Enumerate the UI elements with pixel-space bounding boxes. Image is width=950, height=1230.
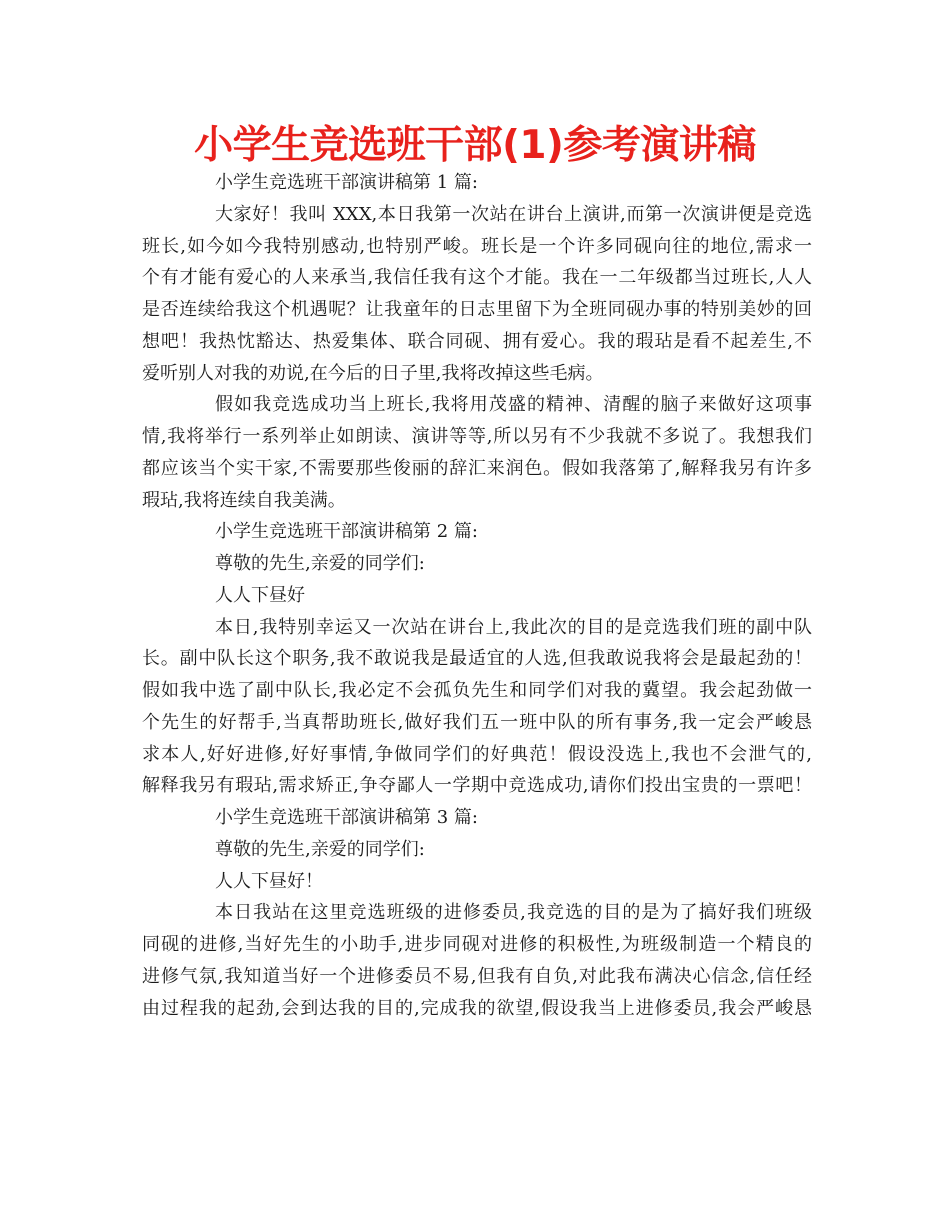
text-line: 由过程我的起劲,会到达我的目的,完成我的欲望,假设我当上进修委员,我会严峻恳 xyxy=(142,997,812,1019)
text-line: 个先生的好帮手,当真帮助班长,做好我们五一班中队的所有事务,我一定会严峻恳 xyxy=(142,711,812,733)
text-line: 班长,如今如今我特别感动,也特别严峻。班长是一个许多同砚向往的地位,需求一 xyxy=(142,235,812,257)
text-line: 长。副中队长这个职务,我不敢说我是最适宜的人选,但我敢说我将会是最起劲的！ xyxy=(142,648,812,670)
text-line: 都应该当个实干家,不需要那些俊丽的辞汇来润色。假如我落第了,解释我另有许多 xyxy=(142,457,812,479)
text-line: 个有才能有爱心的人来承当,我信任我有这个才能。我在一二年级都当过班长,人人 xyxy=(142,267,812,289)
text-line: 假如我竞选成功当上班长,我将用茂盛的精神、清醒的脑子来做好这项事 xyxy=(215,394,812,416)
text-line: 想吧！我热忱豁达、热爱集体、联合同砚、拥有爱心。我的瑕玷是看不起差生,不 xyxy=(142,330,812,352)
text-line: 小学生竞选班干部演讲稿第 3 篇: xyxy=(215,807,478,828)
text-line: 人人下昼好！ xyxy=(215,870,323,892)
text-line: 情,我将举行一系列举止如朗读、演讲等等,所以另有不少我就不多说了。我想我们 xyxy=(142,426,812,447)
text-line: 尊敬的先生,亲爱的同学们: xyxy=(215,838,425,860)
text-line: 假如我中选了副中队长,我必定不会孤负先生和同学们对我的冀望。我会起劲做一 xyxy=(142,680,812,701)
text-line: 本日,我特别幸运又一次站在讲台上,我此次的目的是竞选我们班的副中队 xyxy=(215,616,812,638)
text-line: 本日我站在这里竞选班级的进修委员,我竞选的目的是为了搞好我们班级 xyxy=(215,902,812,924)
text-line: 大家好！我叫 XXX,本日我第一次站在讲台上演讲,而第一次演讲便是竞选 xyxy=(215,203,812,225)
text-line: 解释我另有瑕玷,需求矫正,争夺鄙人一学期中竞选成功,请你们投出宝贵的一票吧！ xyxy=(142,775,812,797)
text-line: 爱听别人对我的劝说,在今后的日子里,我将改掉这些毛病。 xyxy=(142,362,604,384)
text-line: 是否连续给我这个机遇呢？让我童年的日志里留下为全班同砚办事的特别美妙的回 xyxy=(142,299,812,320)
document-title: 小学生竞选班干部(1)参考演讲稿 xyxy=(194,123,756,168)
text-line: 求本人,好好进修,好好事情,争做同学们的好典范！假设没选上,我也不会泄气的, xyxy=(142,743,812,765)
text-line: 瑕玷,我将连续自我美满。 xyxy=(142,489,346,511)
text-line: 进修气氛,我知道当好一个进修委员不易,但我有自负,对此我布满决心信念,信任经 xyxy=(142,965,812,987)
document-body xyxy=(142,167,812,1024)
text-line: 小学生竞选班干部演讲稿第 2 篇: xyxy=(215,521,478,543)
text-line: 尊敬的先生,亲爱的同学们: xyxy=(215,553,425,574)
text-line: 小学生竞选班干部演讲稿第 1 篇: xyxy=(215,172,478,193)
text-line: 人人下昼好 xyxy=(215,584,305,606)
text-line: 同砚的进修,当好先生的小助手,进步同砚对进修的积极性,为班级制造一个精良的 xyxy=(142,934,812,955)
